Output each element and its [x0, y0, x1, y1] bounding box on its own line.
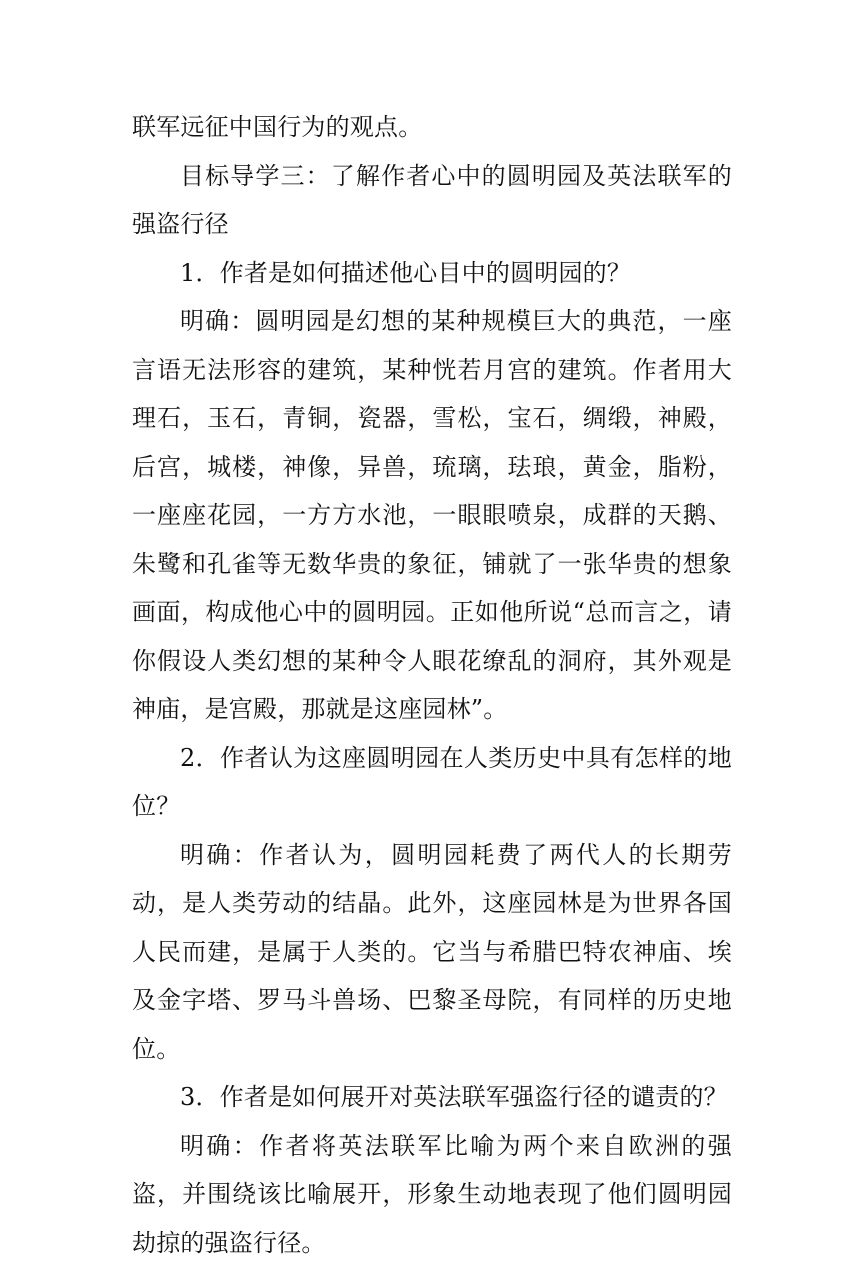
question-1: 1．作者是如何描述他心目中的圆明园的？: [132, 249, 732, 298]
question-2: 2．作者认为这座圆明园在人类历史中具有怎样的地位？: [132, 734, 732, 831]
document-body: [132, 103, 732, 1267]
continuation-paragraph: 联军远征中国行为的观点。: [132, 103, 732, 152]
question-3: 3．作者是如何展开对英法联军强盗行径的谴责的？: [132, 1073, 732, 1122]
answer-1: 明确：圆明园是幻想的某种规模巨大的典范，一座言语无法形容的建筑，某种恍若月宫的建筑。作者用大理石，玉石，青铜，瓷器，雪松，宝石，绸缎，神殿，后宫，城楼，神像，异兽，琉璃，珐琅，黄金，脂粉，一座座花园，一方方水池，一眼眼喷泉，成群的天鹅、朱鹭和孔雀等无数华贵的象征，铺就了一张华贵的想象画面，构成他心中的圆明园。正如他所说“总而言之，请你假设人类幻想的某种令人眼花缭乱的洞府，其外观是神庙，是宫殿，那就是这座园林”。: [132, 297, 732, 734]
section-heading-goal-three: 目标导学三：了解作者心中的圆明园及英法联军的强盗行径: [132, 152, 732, 249]
answer-2: 明确：作者认为，圆明园耗费了两代人的长期劳动，是人类劳动的结晶。此外，这座园林是为世界各国人民而建，是属于人类的。它当与希腊巴特农神庙、埃及金字塔、罗马斗兽场、巴黎圣母院，有同样的历史地位。: [132, 831, 732, 1074]
answer-3: 明确：作者将英法联军比喻为两个来自欧洲的强盗，并围绕该比喻展开，形象生动地表现了他们圆明园劫掠的强盗行径。: [132, 1122, 732, 1267]
